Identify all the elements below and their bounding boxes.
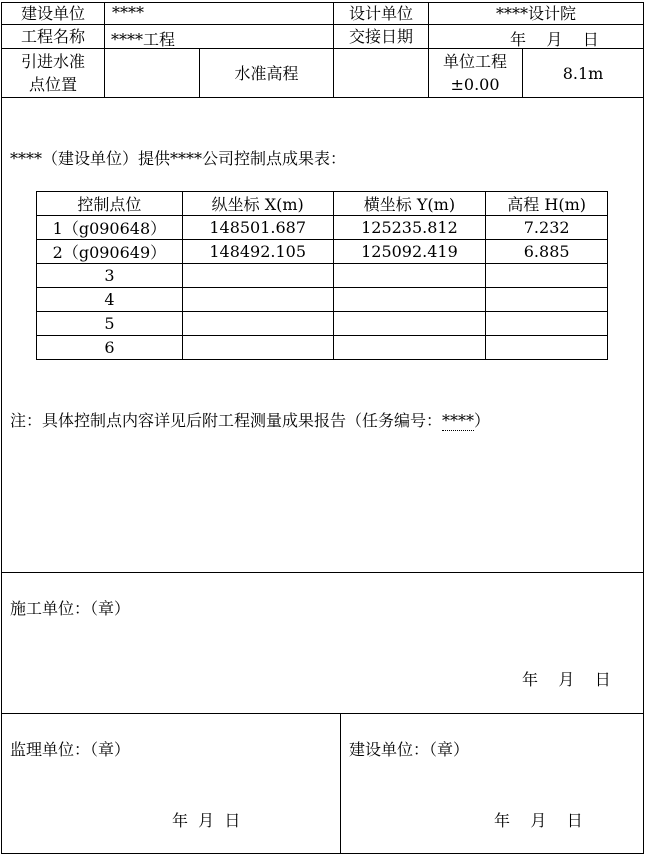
supervision-date: 年 月 日 bbox=[172, 811, 241, 830]
frame-left bbox=[1, 2, 2, 854]
col-header-h: 高程 H(m) bbox=[486, 192, 608, 216]
table-cell-y: 125092.419 bbox=[333, 240, 486, 264]
table-cell-y: 125235.812 bbox=[333, 216, 486, 240]
unit-value: 8.1m bbox=[562, 63, 604, 83]
owner-date: 年 月 日 bbox=[494, 811, 583, 830]
table-row bbox=[37, 312, 608, 336]
table-cell-y bbox=[333, 312, 486, 336]
handover-label: 交接日期 bbox=[348, 27, 413, 46]
note-suffix: ） bbox=[474, 411, 491, 430]
benchmark-location-value bbox=[105, 49, 199, 97]
benchmark-elevation-label: 水准高程 bbox=[234, 63, 299, 83]
table-header-row bbox=[37, 192, 608, 216]
table-cell-x: 148492.105 bbox=[182, 240, 333, 264]
construction-date: 年 月 日 bbox=[522, 670, 611, 689]
project-label: 工程名称 bbox=[20, 27, 85, 46]
col-header-y: 横坐标 Y(m) bbox=[333, 192, 486, 216]
section-divider-signatures bbox=[1, 713, 644, 714]
table-cell-x: 148501.687 bbox=[182, 216, 333, 240]
frame-right bbox=[643, 2, 644, 854]
table-cell-x bbox=[182, 288, 333, 312]
col-header-x: 纵坐标 X(m) bbox=[182, 192, 333, 216]
table-row bbox=[37, 336, 608, 360]
table-cell-point: 6 bbox=[37, 336, 183, 360]
table-row bbox=[37, 288, 608, 312]
owner-label: 建设单位 bbox=[20, 3, 85, 23]
table-cell-y bbox=[333, 264, 486, 288]
intro-text: ****（建设单位）提供****公司控制点成果表： bbox=[10, 149, 347, 168]
table-row bbox=[37, 264, 608, 288]
table-cell-x bbox=[182, 264, 333, 288]
section-divider-construction bbox=[1, 572, 644, 573]
signature-divider bbox=[340, 713, 341, 854]
table-cell-point: 4 bbox=[37, 288, 183, 312]
construction-unit-label: 施工单位：（章） bbox=[10, 599, 131, 618]
table-cell-h bbox=[486, 288, 608, 312]
table-cell-x bbox=[182, 312, 333, 336]
header-row3-line bbox=[1, 97, 644, 98]
owner-unit-label: 建设单位：（章） bbox=[349, 740, 470, 759]
handover-date: 年 月 日 bbox=[510, 30, 599, 49]
supervision-unit-label: 监理单位：（章） bbox=[10, 740, 131, 759]
table-cell-point: 1（g090648） bbox=[37, 216, 183, 240]
table-cell-point: 3 bbox=[37, 264, 183, 288]
benchmark-elevation-value bbox=[334, 49, 428, 97]
unit-label: 单位工程±0.00 bbox=[442, 52, 507, 94]
designer-label: 设计单位 bbox=[348, 3, 413, 23]
table-row bbox=[37, 216, 608, 240]
table-cell-h bbox=[486, 312, 608, 336]
control-point-table bbox=[36, 191, 608, 360]
table-cell-point: 2（g090649） bbox=[37, 240, 183, 264]
project-value: ****工程 bbox=[111, 30, 176, 49]
table-cell-h: 6.885 bbox=[486, 240, 608, 264]
table-cell-h: 7.232 bbox=[486, 216, 608, 240]
note-text bbox=[10, 408, 490, 431]
benchmark-location-label: 引进水准点位置 bbox=[20, 52, 85, 94]
table-cell-y bbox=[333, 288, 486, 312]
col-header-point: 控制点位 bbox=[37, 192, 183, 216]
frame-bottom bbox=[1, 853, 644, 854]
table-cell-point: 5 bbox=[37, 312, 183, 336]
table-cell-h bbox=[486, 264, 608, 288]
table-cell-y bbox=[333, 336, 486, 360]
designer-value: ****设计院 bbox=[495, 3, 576, 23]
table-cell-x bbox=[182, 336, 333, 360]
note-task-number: **** bbox=[442, 411, 475, 430]
table-row bbox=[37, 240, 608, 264]
note-prefix: 注：具体控制点内容详见后附工程测量成果报告（任务编号： bbox=[10, 411, 443, 430]
owner-value: **** bbox=[112, 3, 144, 22]
table-cell-h bbox=[486, 336, 608, 360]
